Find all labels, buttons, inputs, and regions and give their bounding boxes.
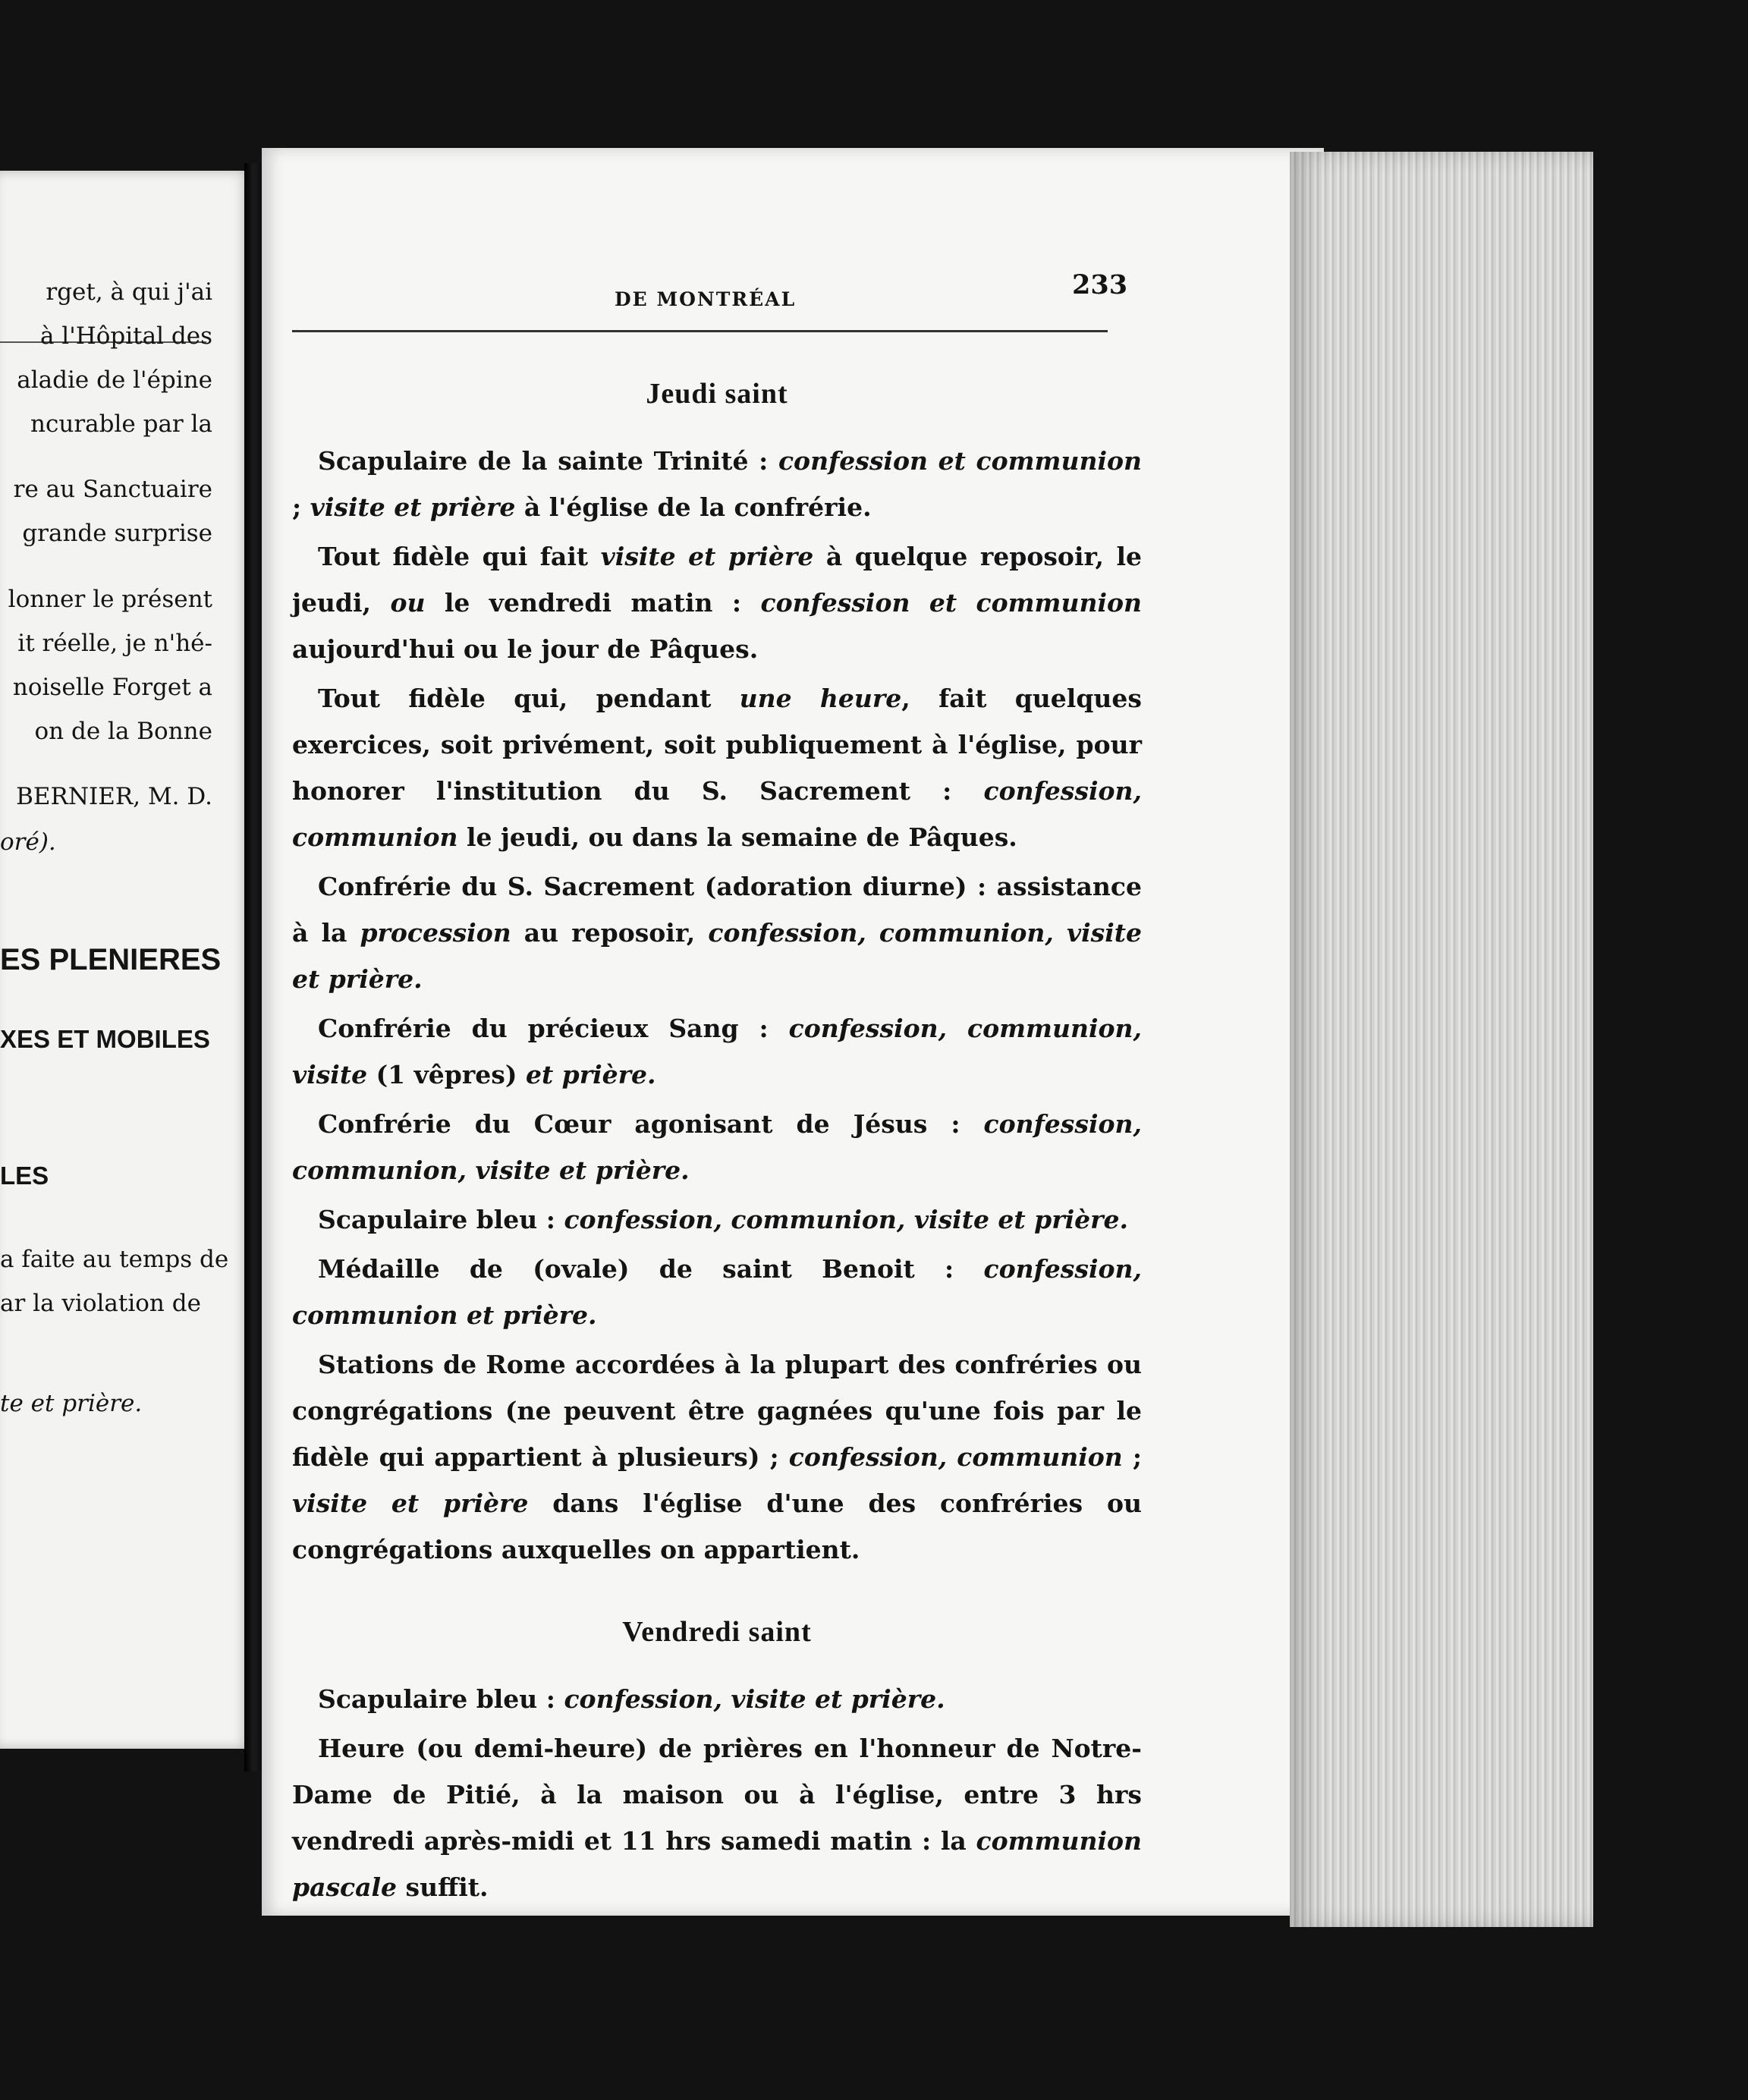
paragraph bbox=[292, 1196, 1142, 1243]
left-text-line: noiselle Forget a bbox=[12, 674, 212, 701]
text-run: dans l'église d'une des confréries ou congrégations auxquelles on appartient. bbox=[292, 1489, 1143, 1564]
left-text-line: à l'Hôpital des bbox=[39, 322, 212, 350]
text-run: Scapulaire bleu : bbox=[318, 1205, 564, 1234]
left-heading-fragment: LES bbox=[0, 1162, 49, 1190]
text-run: ; bbox=[292, 492, 310, 522]
left-text-line: ncurable par la bbox=[30, 410, 212, 438]
left-heading-fragment: ES PLENIERES bbox=[0, 943, 222, 976]
text-run: Scapulaire bleu : bbox=[318, 1684, 564, 1714]
header-rule bbox=[292, 330, 1108, 332]
left-text-line: lonner le présent bbox=[8, 586, 212, 613]
italic-run: confession, communion, visite et prière. bbox=[292, 1109, 1142, 1185]
left-text-line: rget, à qui j'ai bbox=[46, 278, 212, 306]
italic-run: confession, communion et prière. bbox=[292, 1254, 1142, 1330]
text-run: suffit. bbox=[397, 1872, 489, 1902]
page-edges bbox=[1290, 152, 1593, 1927]
italic-run: confession et communion bbox=[778, 446, 1142, 476]
paragraph bbox=[292, 1246, 1142, 1338]
italic-run: visite et prière bbox=[292, 1489, 529, 1518]
paragraph bbox=[292, 1005, 1142, 1098]
text-run: Confrérie du S. Sacrement (adoration diurne) : assistance à la bbox=[292, 872, 1142, 948]
left-heading-fragment: XES ET MOBILES bbox=[0, 1025, 210, 1053]
section-heading: Vendredi saint bbox=[622, 1616, 812, 1648]
text-run: Confrérie du précieux Sang : bbox=[318, 1014, 789, 1043]
italic-run: confession, communion bbox=[788, 1442, 1123, 1472]
italic-run: une heure bbox=[739, 684, 902, 713]
text-run: (1 vêpres) bbox=[367, 1060, 526, 1089]
section-heading: Jeudi saint bbox=[646, 378, 788, 410]
italic-run: ou bbox=[390, 588, 426, 618]
page-body bbox=[292, 376, 1142, 1913]
italic-run: confession, communion, visite bbox=[292, 1014, 1142, 1089]
text-run: Scapulaire de la sainte Trinité : bbox=[318, 446, 778, 476]
text-run: Confrérie du Cœur agonisant de Jésus : bbox=[318, 1109, 984, 1139]
paragraph bbox=[292, 863, 1142, 1002]
text-run: Tout fidèle qui, pendant bbox=[318, 684, 740, 713]
left-page bbox=[0, 171, 250, 1749]
italic-run: communion pascale bbox=[292, 1826, 1142, 1902]
text-run: Tout fidèle qui fait bbox=[318, 542, 601, 571]
italic-run: visite et prière bbox=[310, 492, 516, 522]
running-head: DE MONTRÉAL bbox=[615, 288, 797, 310]
left-text-line: BERNIER, M. D. bbox=[16, 783, 212, 810]
text-run: Stations de Rome accordées à la plupart des confréries ou congrégations (ne peuvent être gagnées qu'une fois par le fidèle qui appartient à plusieurs) ; bbox=[292, 1350, 1142, 1472]
italic-run: confession, visite et prière. bbox=[564, 1684, 945, 1714]
left-text-line: ar la violation de bbox=[0, 1290, 201, 1317]
left-text-line: oré). bbox=[0, 828, 56, 856]
text-run: le jeudi, ou dans la semaine de Pâques. bbox=[457, 822, 1017, 852]
italic-run: visite et prière bbox=[600, 542, 814, 571]
text-run: ; bbox=[1122, 1442, 1142, 1472]
text-run: , fait quelques exercices, soit privément, soit publiquement à l'église, pour honorer l'institution du S. Sacrement : bbox=[292, 684, 1142, 806]
paragraph bbox=[292, 1341, 1142, 1573]
right-page bbox=[262, 148, 1324, 1916]
section-gap bbox=[292, 1576, 1142, 1614]
paragraph bbox=[292, 675, 1142, 860]
left-text-line: it réelle, je n'hé- bbox=[17, 630, 212, 657]
text-run: Heure (ou demi-heure) de prières en l'honneur de Notre-Dame de Pitié, à la maison ou à l'église, entre 3 hrs vendredi après-midi et 11 hrs samedi matin : la bbox=[292, 1734, 1142, 1856]
italic-run: procession bbox=[360, 918, 511, 948]
text-run: à quelque reposoir, le jeudi, bbox=[292, 542, 1142, 618]
left-text-line: re au Sanctuaire bbox=[13, 476, 212, 503]
paragraph bbox=[292, 533, 1142, 672]
left-text-line: te et prière. bbox=[0, 1390, 143, 1417]
italic-run: confession, communion, visite et prière. bbox=[292, 918, 1143, 994]
text-run: à l'église de la confrérie. bbox=[515, 492, 872, 522]
italic-run: confession, communion bbox=[292, 776, 1142, 852]
left-text-line: a faite au temps de bbox=[0, 1246, 229, 1273]
paragraph bbox=[292, 438, 1142, 530]
paragraph bbox=[292, 1101, 1142, 1193]
italic-run: et prière. bbox=[525, 1060, 656, 1089]
left-text-line: on de la Bonne bbox=[34, 718, 212, 745]
italic-run: confession, communion, visite et prière. bbox=[564, 1205, 1129, 1234]
left-text-line: aladie de l'épine bbox=[17, 366, 212, 394]
page-number: 233 bbox=[1072, 269, 1128, 300]
text-run: au reposoir, bbox=[511, 918, 709, 948]
text-run: Médaille de (ovale) de saint Benoit : bbox=[318, 1254, 984, 1284]
paragraph bbox=[292, 1725, 1142, 1910]
text-run: le vendredi matin : bbox=[425, 588, 761, 618]
paragraph bbox=[292, 1676, 1142, 1722]
text-run: aujourd'hui ou le jour de Pâques. bbox=[292, 634, 759, 664]
italic-run: confession et communion bbox=[760, 588, 1142, 618]
left-text-line: grande surprise bbox=[22, 520, 212, 547]
